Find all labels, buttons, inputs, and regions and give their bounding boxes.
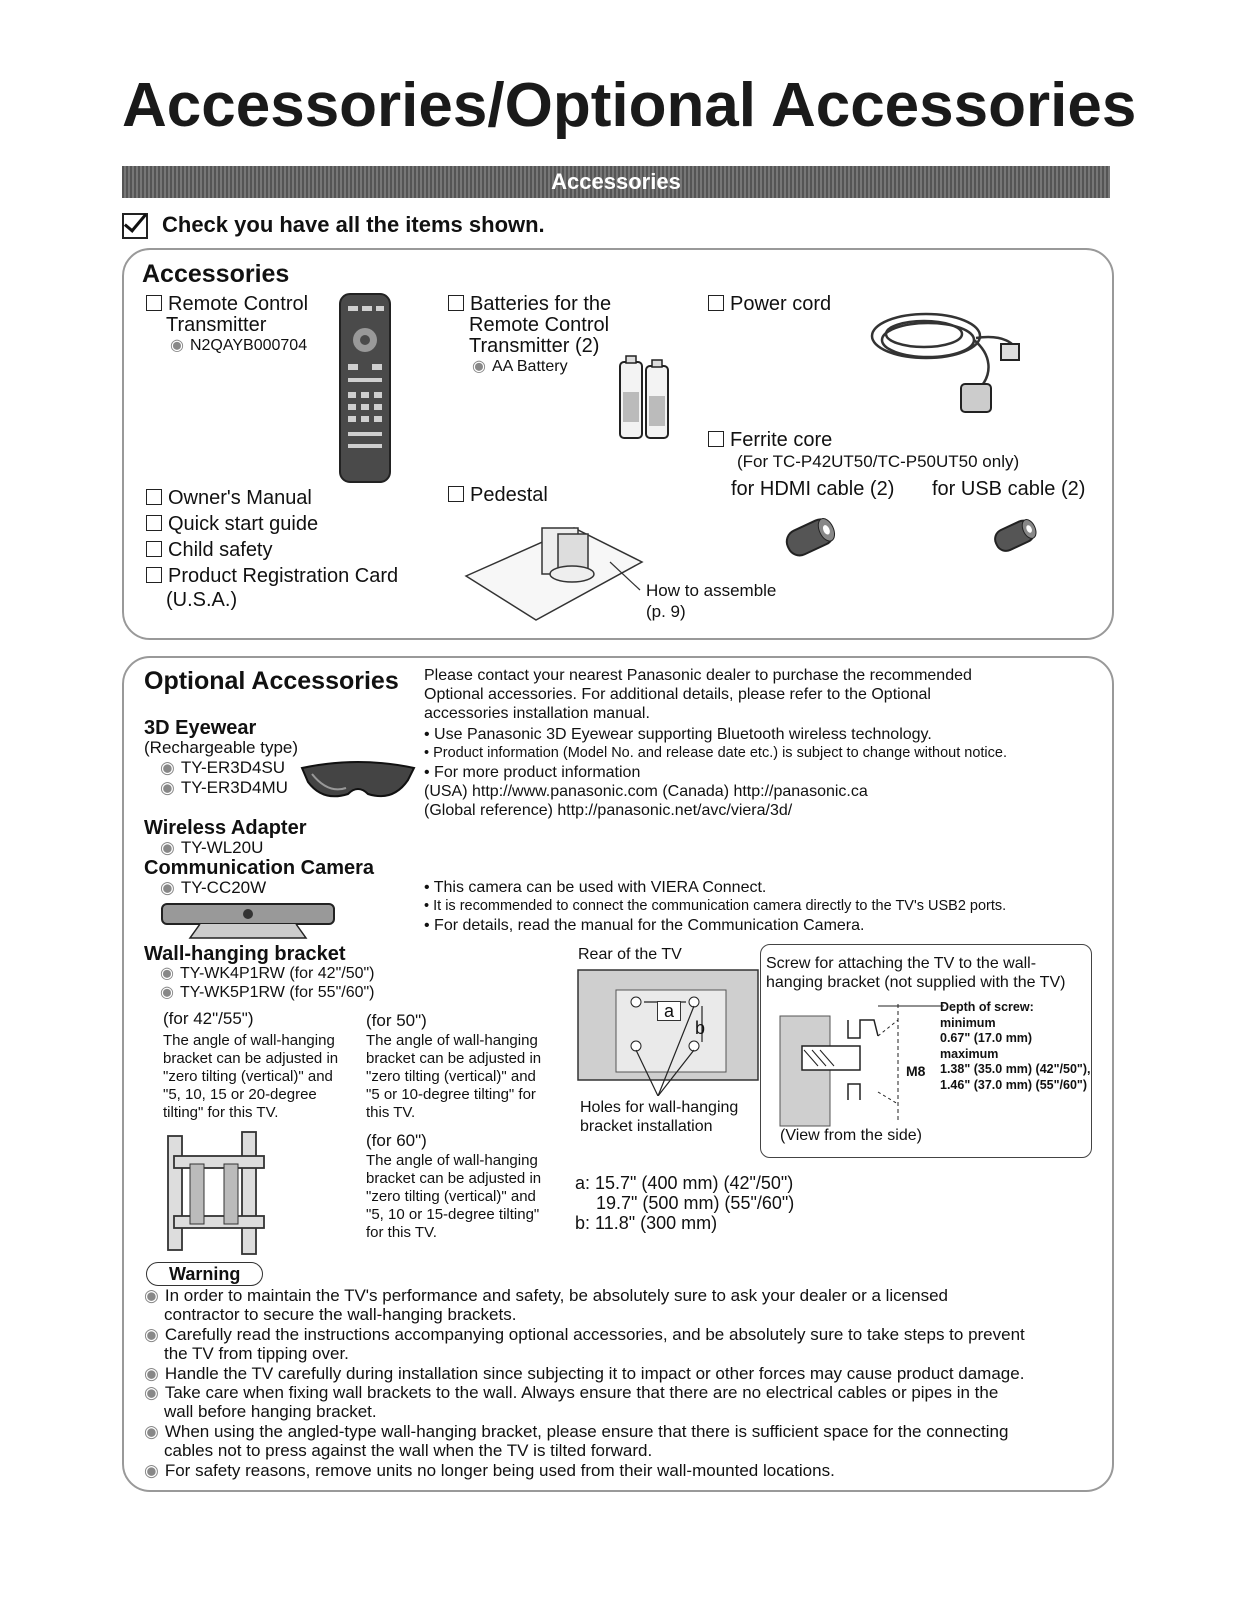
bracket-50: (for 50") The angle of wall-hanging bracket can be adjusted in "zero tilting (vertical)" and "5 or 10-degree tilting" for this TV. bbox=[366, 1011, 542, 1121]
accessories-heading: Accessories bbox=[142, 260, 290, 288]
depth-notes: Depth of screw: minimum 0.67" (17.0 mm) maximum 1.38" (35.0 mm) (42"/50"), 1.46" (37.0 mm) (55"/60") bbox=[940, 1000, 1091, 1092]
documents-list: Owner's Manual Quick start guide Child safety Product Registration Card (U.S.A.) bbox=[146, 485, 398, 611]
check-line bbox=[122, 212, 545, 239]
power-cord-item: Power cord bbox=[708, 294, 831, 315]
m8-label: M8 bbox=[906, 1063, 926, 1079]
checkbox[interactable] bbox=[146, 295, 162, 311]
page-title: Accessories/Optional Accessories bbox=[122, 71, 1137, 140]
bullet-icon: ◉ bbox=[472, 358, 486, 375]
dim-a-label: a bbox=[657, 1001, 681, 1021]
view-side-label: (View from the side) bbox=[780, 1127, 922, 1144]
checkbox[interactable] bbox=[146, 489, 162, 505]
ferrite-core-icon bbox=[776, 510, 846, 564]
checkbox[interactable] bbox=[146, 541, 162, 557]
eyewear-notes: • Use Panasonic 3D Eyewear supporting Bluetooth wireless technology. • Product information (Model No. and release date etc.) is subject to change without notice. • For more product information (USA) http://www.panasonic.com (Canada) http://panasonic.ca (Global reference) http://panasonic.net/avc/viera/3d/ bbox=[424, 726, 1007, 819]
3d-glasses-illustration bbox=[298, 754, 418, 806]
checkbox[interactable] bbox=[146, 567, 162, 583]
dimensions: a: 15.7" (400 mm) (42"/50") 19.7" (500 mm) (55"/60") b: 11.8" (300 mm) bbox=[575, 1173, 795, 1233]
rear-label: Rear of the TV bbox=[578, 946, 682, 963]
bullet-icon: ◉ bbox=[144, 1460, 159, 1480]
bullet-icon: ◉ bbox=[144, 1363, 159, 1383]
batteries-item: Batteries for the Remote Control Transmitter (2) ◉ AA Battery bbox=[448, 294, 611, 376]
assemble-note: How to assemble (p. 9) bbox=[646, 581, 777, 621]
battery-icon bbox=[614, 352, 674, 442]
check-line-text: Check you have all the items shown. bbox=[162, 212, 545, 237]
checkmark-icon bbox=[122, 213, 148, 239]
pedestal-illustration bbox=[462, 510, 652, 626]
optional-heading: Optional Accessories bbox=[144, 667, 399, 695]
bullet-icon: ◉ bbox=[144, 1324, 159, 1344]
bracket-section: Wall-hanging bracket ◉ TY-WK4P1RW (for 42"/50") ◉ TY-WK5P1RW (for 55"/60") bbox=[144, 943, 375, 1001]
bullet-icon: ◉ bbox=[170, 337, 184, 354]
bullet-icon: ◉ bbox=[160, 838, 175, 857]
ferrite-hdmi: for HDMI cable (2) bbox=[731, 478, 895, 500]
bullet-icon: ◉ bbox=[160, 984, 174, 1001]
bullet-icon: ◉ bbox=[160, 778, 175, 797]
remote-item: Remote Control Transmitter ◉ N2QAYB000704 bbox=[146, 294, 308, 355]
ferrite-core-icon bbox=[986, 510, 1046, 558]
bracket-60: (for 60") The angle of wall-hanging bracket can be adjusted in "zero tilting (vertical)" and "5, 10 or 15-degree tilting" for this TV. bbox=[366, 1131, 542, 1241]
wireless-section: Wireless Adapter ◉ TY-WL20U Communication Camera ◉ TY-CC20W bbox=[144, 817, 375, 897]
remote-illustration bbox=[336, 292, 394, 484]
warning-label: Warning bbox=[146, 1262, 263, 1286]
bullet-icon: ◉ bbox=[144, 1421, 159, 1441]
ferrite-usb: for USB cable (2) bbox=[932, 478, 1086, 500]
bullet-icon: ◉ bbox=[144, 1286, 159, 1305]
bullet-icon: ◉ bbox=[160, 965, 174, 982]
wall-bracket-illustration bbox=[160, 1130, 280, 1258]
rear-tv-diagram bbox=[576, 966, 760, 1096]
bullet-icon: ◉ bbox=[144, 1383, 159, 1403]
section-bar bbox=[122, 166, 1110, 198]
power-cord-illustration bbox=[866, 304, 1026, 424]
eyewear-section: 3D Eyewear (Rechargeable type) ◉ TY-ER3D4SU ◉ TY-ER3D4MU bbox=[144, 717, 299, 797]
screw-box-title: Screw for attaching the TV to the wall- hanging bracket (not supplied with the TV) bbox=[766, 955, 1066, 991]
camera-notes: • This camera can be used with VIERA Connect. • It is recommended to connect the communication camera directly to the TV's USB2 ports. • For details, read the manual for the Communication Camera. bbox=[424, 879, 1007, 934]
pedestal-item: Pedestal bbox=[448, 485, 548, 506]
camera-illustration bbox=[160, 900, 336, 942]
checkbox[interactable] bbox=[708, 431, 724, 447]
dim-b-label: b bbox=[695, 1018, 706, 1038]
checkbox[interactable] bbox=[448, 295, 464, 311]
checkbox[interactable] bbox=[708, 295, 724, 311]
bullet-icon: ◉ bbox=[160, 878, 175, 897]
section-bar-label: Accessories bbox=[551, 169, 681, 194]
bracket-4255: (for 42"/55") The angle of wall-hanging bracket can be adjusted in "zero tilting (vertical)" and "5, 10, 15 or 20-degree tilting" for this TV. bbox=[163, 1009, 339, 1121]
checkbox[interactable] bbox=[448, 486, 464, 502]
warning-list: ◉ In order to maintain the TV's performance and safety, be absolutely sure to ask your dealer or a licensed contractor to secure the wall-hanging brackets. ◉ Carefully read the instructions accompanying optional accessories, and be absolutely sure to take steps to prevent the TV from tipping over. ◉ Handle the TV carefully during installation since subjecting it to impact or other forces may cause product damage. ◉ Take care when fixing wall brackets to the wall. Always ensure that there are no electrical cables or pipes in the wall before hanging bracket. ◉ When using the angled-type wall-hanging bracket, please ensure that there is sufficient space for the connecting cables not to press against the wall when the TV is tilted forward. ◉ For safety reasons, remove units no longer being used from their wall-mounted locations. bbox=[144, 1286, 1025, 1480]
checkbox[interactable] bbox=[146, 515, 162, 531]
bullet-icon: ◉ bbox=[160, 758, 175, 777]
ferrite-item: Ferrite core (For TC-P42UT50/TC-P50UT50 only) bbox=[708, 430, 1019, 471]
optional-intro: Please contact your nearest Panasonic dealer to purchase the recommended Optional accessories. For additional details, please refer to the Optional accessories installation manual. bbox=[424, 667, 972, 722]
holes-label: Holes for wall-hanging bracket installation bbox=[580, 1099, 739, 1135]
